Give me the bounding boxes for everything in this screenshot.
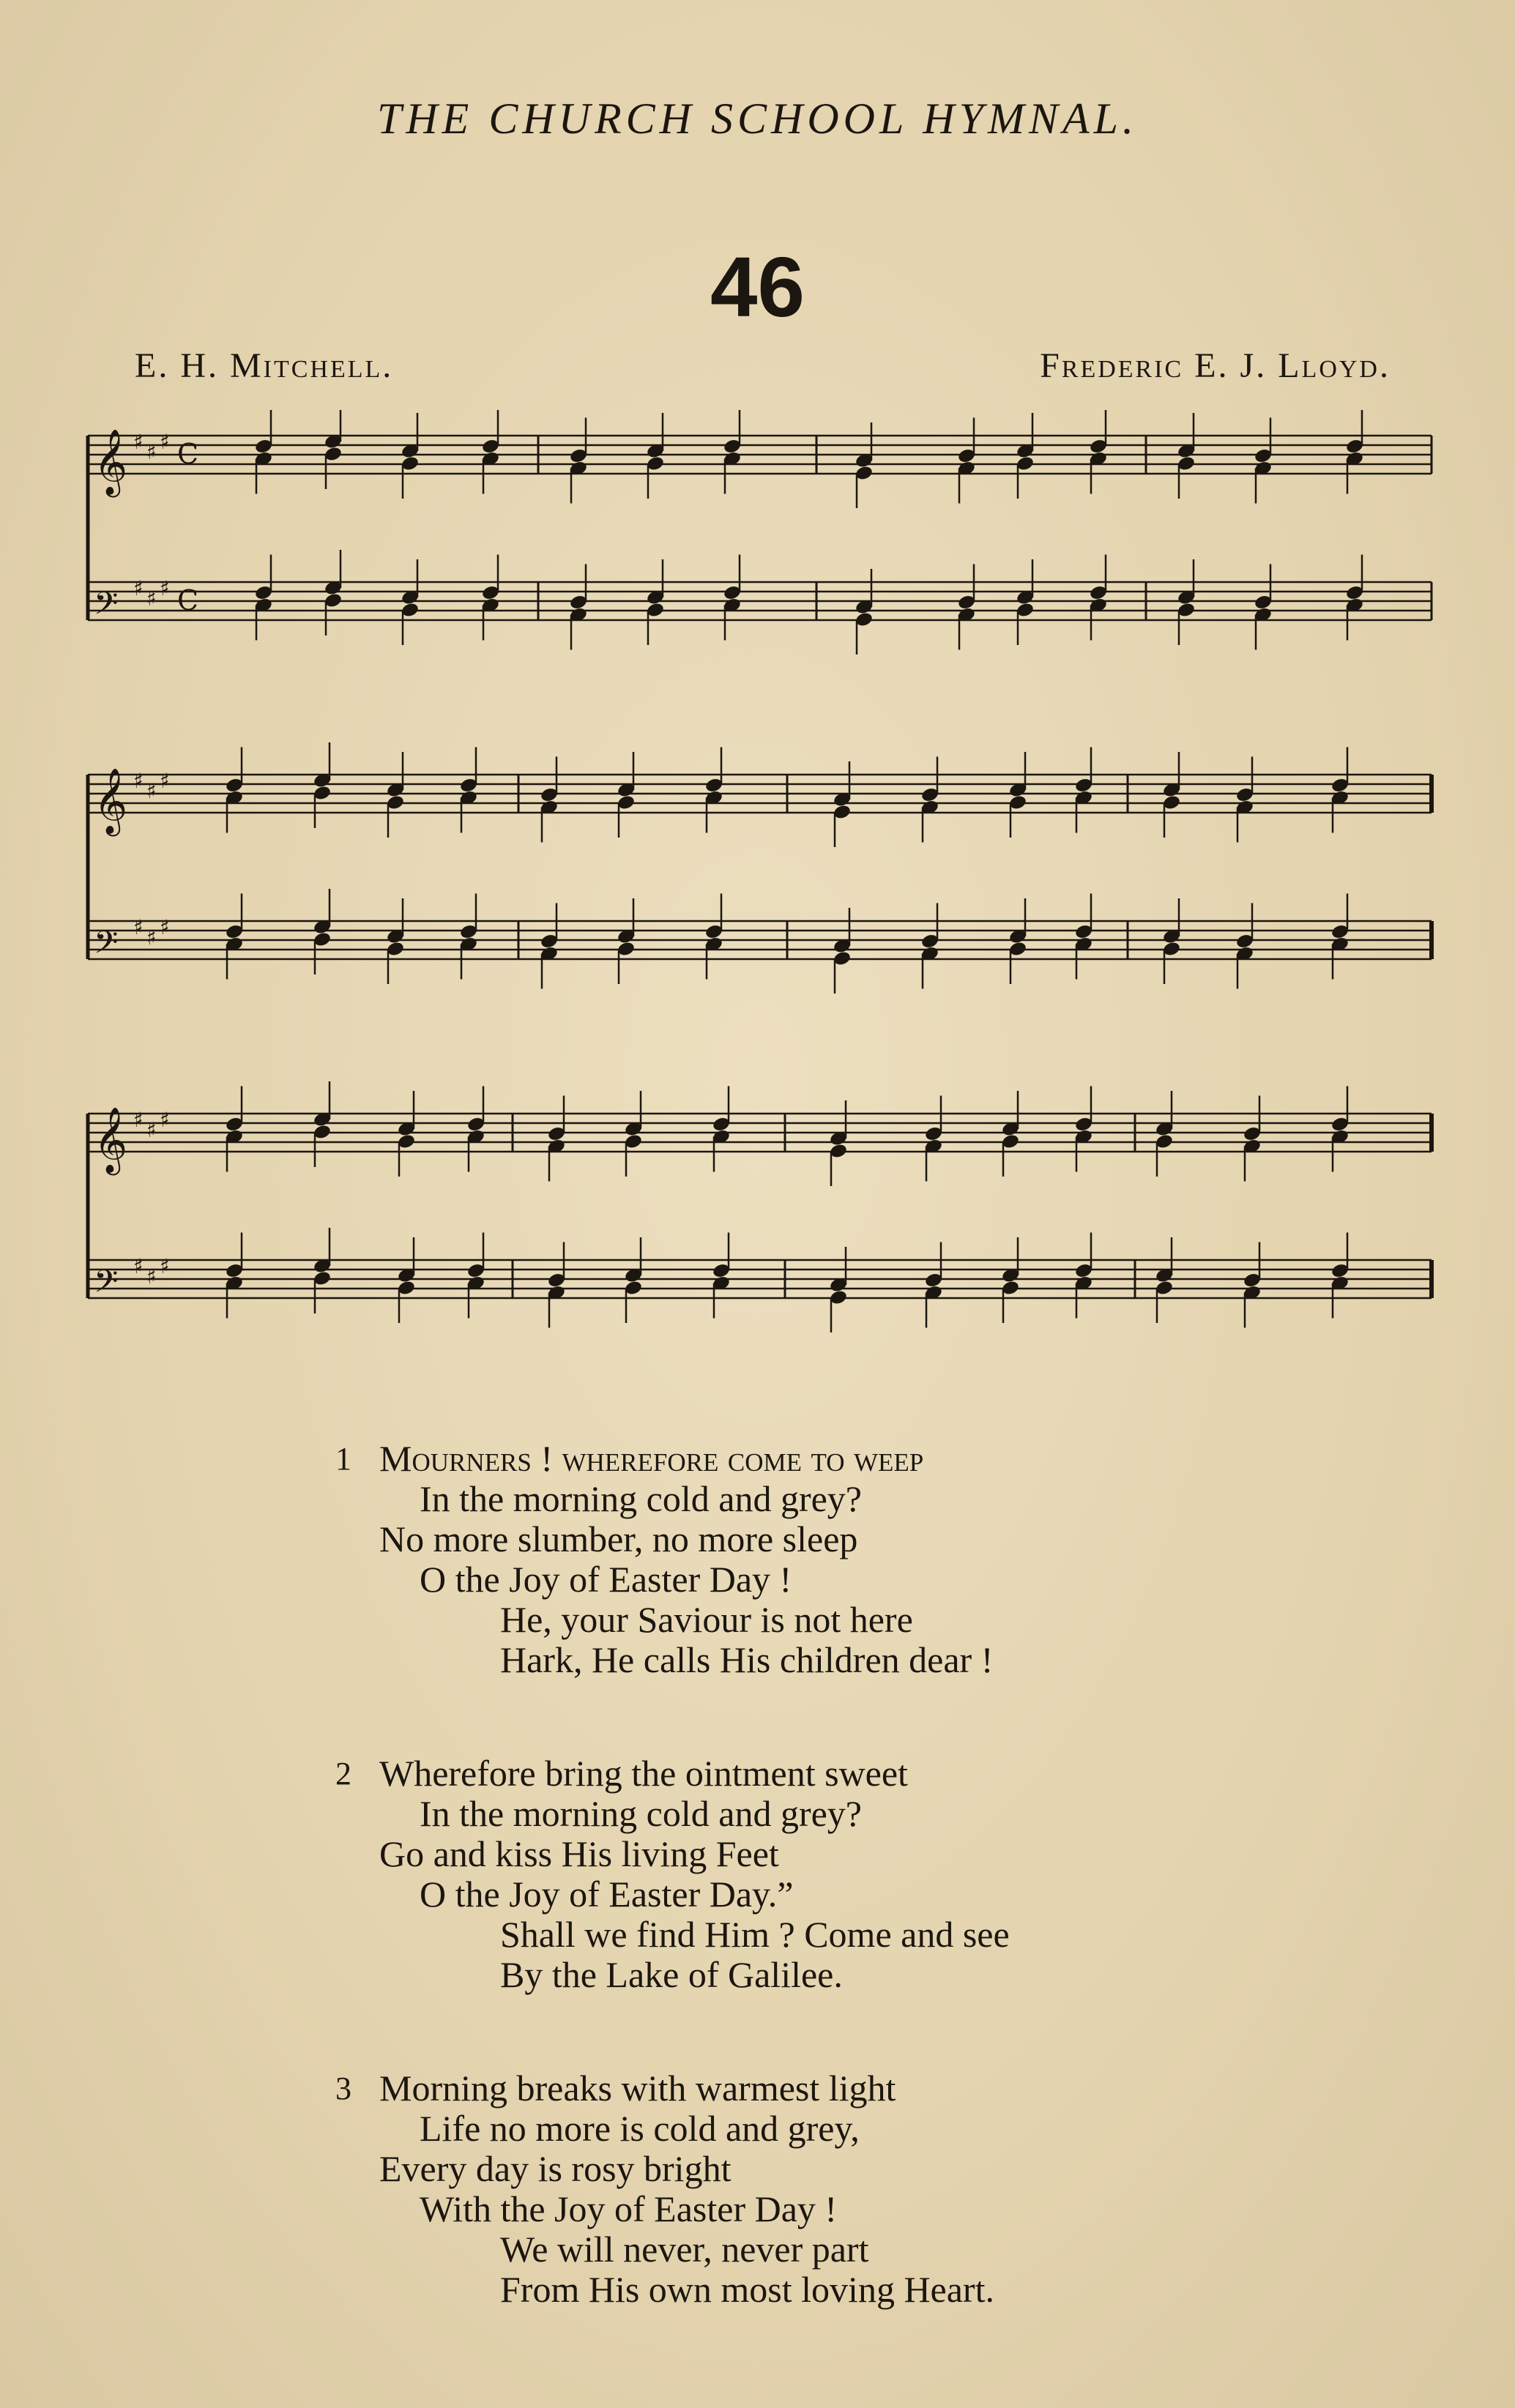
composer-credit: Frederic E. J. Lloyd. — [1040, 346, 1391, 385]
common-time-icon: C — [177, 584, 199, 616]
author-credit: E. H. Mitchell. — [135, 346, 394, 385]
sharp-icon: ♯ — [160, 1108, 170, 1132]
music-system-1 — [88, 410, 1432, 655]
sharp-icon: ♯ — [146, 1118, 157, 1142]
sharp-icon: ♯ — [160, 1254, 170, 1278]
verse-line: O the Joy of Easter Day.” — [420, 1874, 794, 1915]
verse-line: Go and kiss His living Feet — [379, 1833, 779, 1874]
verse-line — [335, 1439, 1360, 1479]
verse-number: 3 — [335, 2070, 351, 2106]
sharp-icon: ♯ — [133, 769, 144, 793]
verse-line: O the Joy of Easter Day ! — [420, 1559, 792, 1600]
verse-line: With the Joy of Easter Day ! — [420, 2188, 838, 2229]
music-score — [0, 410, 1515, 1406]
bass-clef-icon: 𝄢 — [94, 1264, 119, 1308]
bass-clef-icon: 𝄢 — [94, 586, 119, 630]
sharp-icon: ♯ — [146, 779, 157, 803]
sharp-icon: ♯ — [133, 1108, 144, 1132]
sharp-icon: ♯ — [133, 576, 144, 600]
sharp-icon: ♯ — [146, 1264, 157, 1289]
sharp-icon: ♯ — [146, 586, 157, 611]
hymn-verses — [335, 1439, 1360, 2383]
verse-2 — [335, 1753, 1360, 1995]
verse-line: No more slumber, no more sleep — [379, 1518, 858, 1559]
music-system-2 — [88, 742, 1432, 994]
verse-line: By the Lake of Galilee. — [500, 1954, 843, 1995]
verse-number: 2 — [335, 1756, 351, 1792]
verse-line: From His own most loving Heart. — [500, 2269, 994, 2310]
verse-line: In the morning cold and grey? — [420, 1478, 862, 1519]
verse-line-text: Mourners ! wherefore come to weep — [379, 1438, 924, 1479]
verse-3 — [335, 2068, 1360, 2310]
sharp-icon: ♯ — [160, 576, 170, 600]
sharp-icon: ♯ — [160, 430, 170, 454]
hymn-number: 46 — [710, 239, 805, 335]
sharp-icon: ♯ — [146, 925, 157, 950]
verse-line: Hark, He calls His children dear ! — [500, 1639, 994, 1680]
sharp-icon: ♯ — [146, 440, 157, 464]
verse-line: Wherefore bring the ointment sweet — [379, 1753, 908, 1794]
verse-1 — [335, 1439, 1360, 1680]
bass-clef-icon: 𝄢 — [94, 925, 119, 969]
sharp-icon: ♯ — [133, 430, 144, 454]
verse-line: In the morning cold and grey? — [420, 1793, 862, 1834]
verse-line: Every day is rosy bright — [379, 2148, 732, 2189]
sharp-icon: ♯ — [133, 915, 144, 939]
common-time-icon: C — [177, 438, 199, 470]
verse-line: Morning breaks with warmest light — [379, 2068, 896, 2109]
sharp-icon: ♯ — [133, 1254, 144, 1278]
verse-number: 1 — [335, 1441, 351, 1477]
verse-line: Life no more is cold and grey, — [420, 2108, 860, 2149]
running-title: THE CHURCH SCHOOL HYMNAL. — [376, 94, 1139, 143]
treble-clef-icon: 𝄞 — [94, 429, 128, 495]
treble-clef-icon: 𝄞 — [94, 1107, 128, 1173]
verse-line: Shall we find Him ? Come and see — [500, 1914, 1010, 1955]
sharp-icon: ♯ — [160, 915, 170, 939]
sharp-icon: ♯ — [160, 769, 170, 793]
music-system-3 — [88, 1081, 1432, 1332]
verse-line: He, your Saviour is not here — [500, 1599, 913, 1640]
verse-line: We will never, never part — [500, 2229, 869, 2270]
treble-clef-icon: 𝄞 — [94, 768, 128, 834]
